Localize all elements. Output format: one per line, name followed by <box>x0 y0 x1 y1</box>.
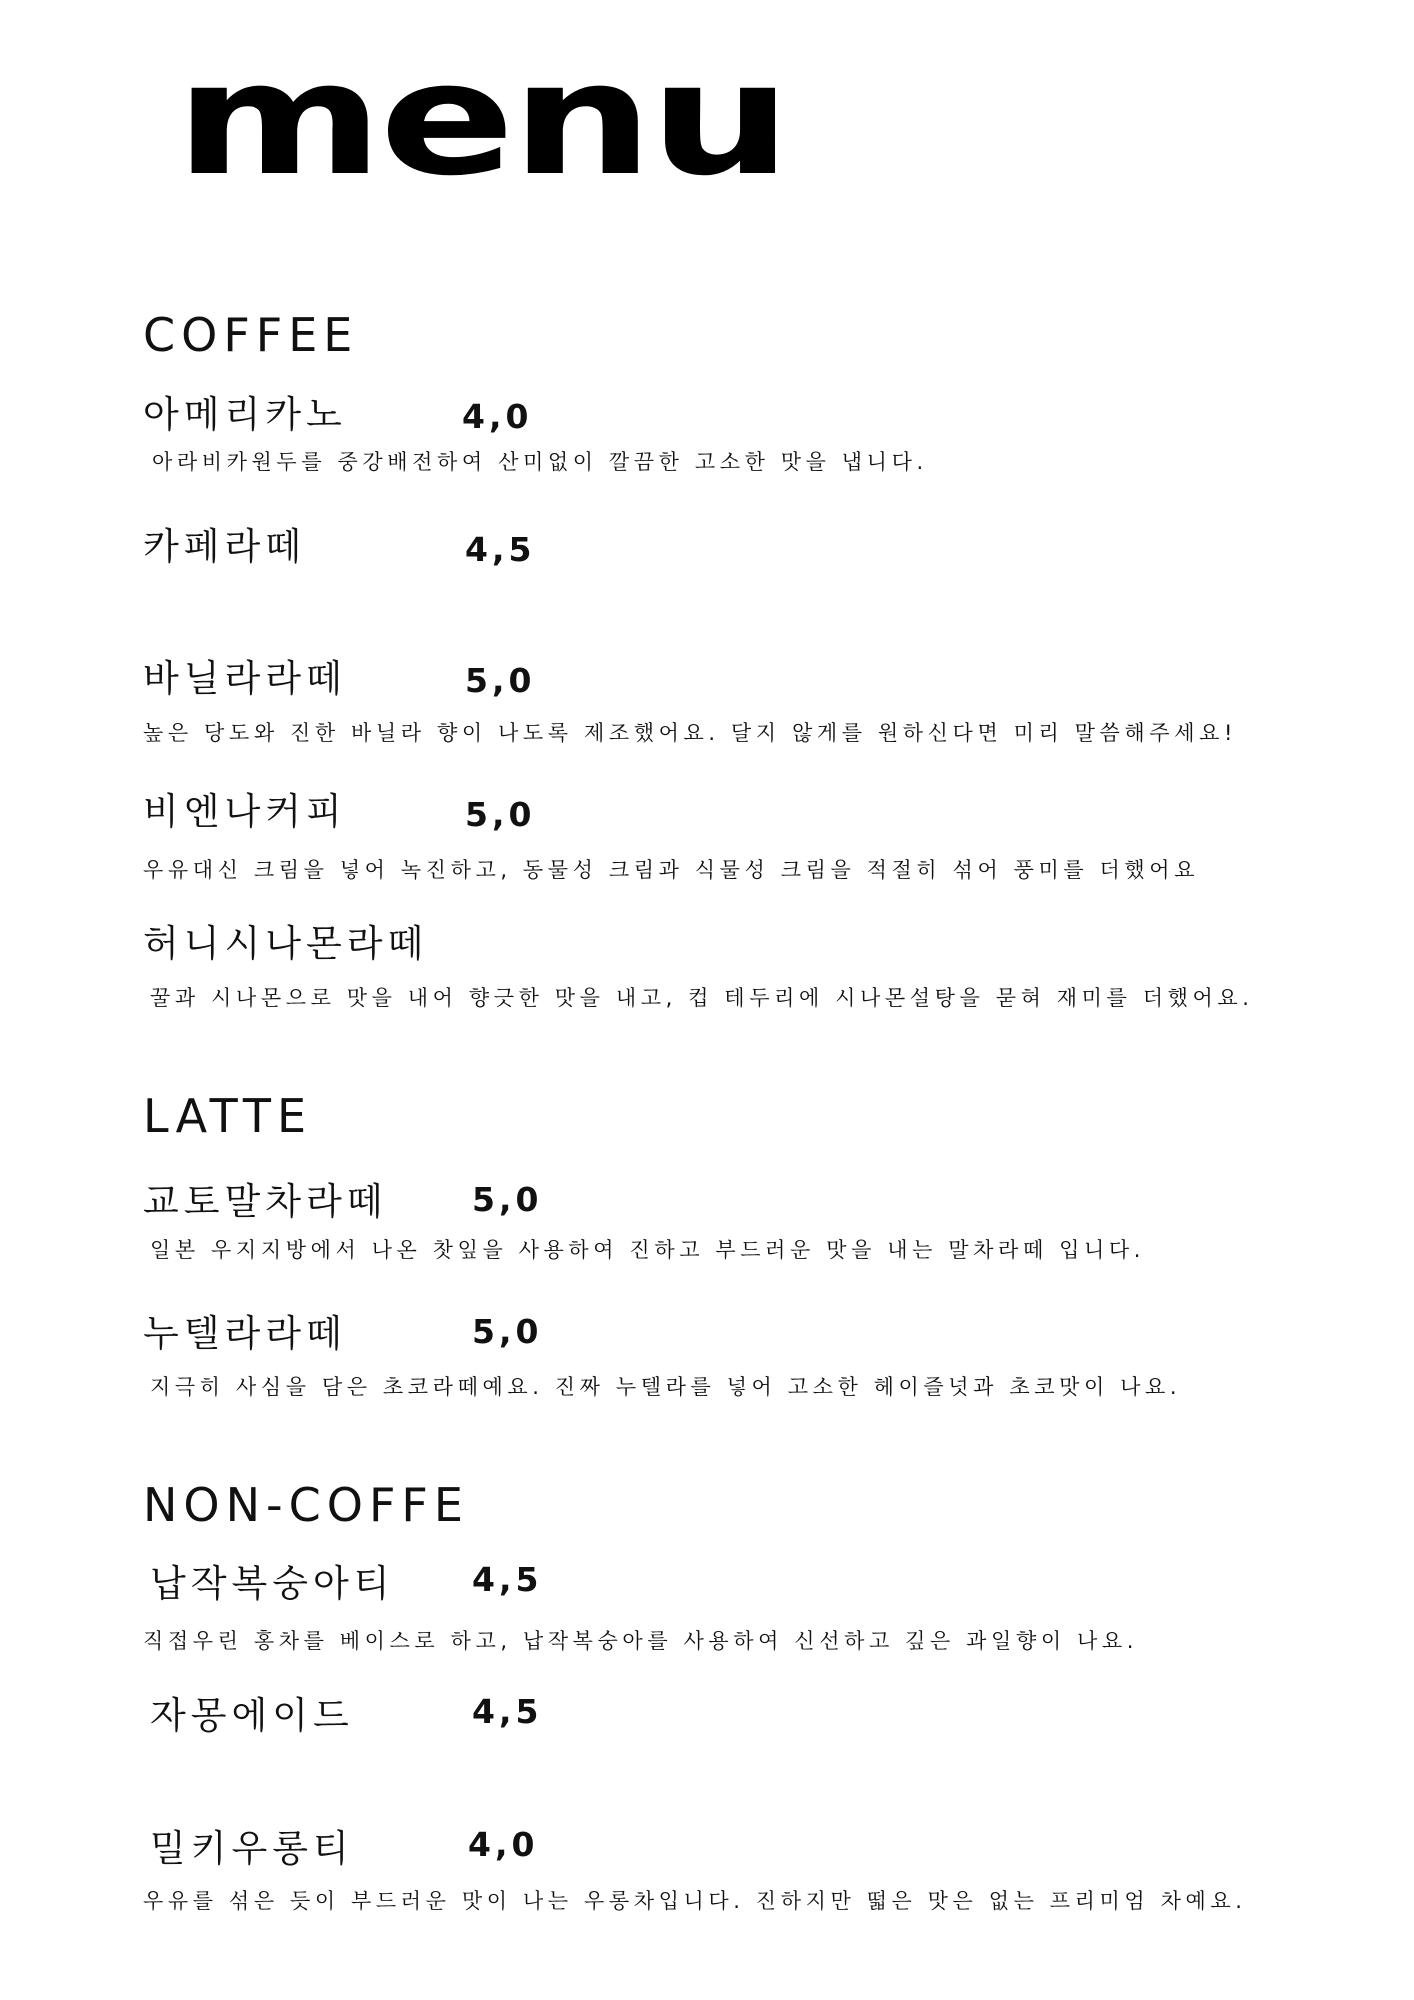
item-price-vienna-coffee: 5,0 <box>465 795 536 834</box>
item-desc-milky-oolong-tea: 우유를 섞은 듯이 부드러운 맛이 나는 우롱차입니다. 진하지만 떫은 맛은 없는 프리미엄 차예요. <box>143 1889 1247 1913</box>
item-price-kyoto-matcha-latte: 5,0 <box>472 1180 543 1219</box>
item-name-nutella-latte: 누텔라라떼 <box>143 1312 347 1355</box>
menu-title: menu <box>175 28 788 211</box>
section-heading-non-coffee: NON-COFFE <box>143 1478 469 1532</box>
item-name-kyoto-matcha-latte: 교토말차라떼 <box>143 1180 388 1223</box>
item-price-cafe-latte: 4,5 <box>465 530 536 569</box>
section-heading-latte: LATTE <box>143 1089 313 1143</box>
item-desc-vienna-coffee: 우유대신 크림을 넣어 녹진하고, 동물성 크림과 식물성 크림을 적절히 섞어 풍미를 더했어요 <box>143 858 1200 882</box>
item-name-milky-oolong-tea: 밀키우롱티 <box>150 1827 354 1870</box>
item-name-flat-peach-tea: 납작복숭아티 <box>150 1562 395 1605</box>
item-price-nutella-latte: 5,0 <box>472 1312 543 1351</box>
item-desc-kyoto-matcha-latte: 일본 우지지방에서 나온 찻잎을 사용하여 진하고 부드러운 맛을 내는 말차라떼 입니다. <box>150 1238 1146 1262</box>
item-price-milky-oolong-tea: 4,0 <box>468 1825 539 1864</box>
item-desc-vanilla-latte: 높은 당도와 진한 바닐라 향이 나도록 제조했어요. 달지 않게를 원하신다면 미리 말씀해주세요! <box>143 721 1237 745</box>
item-name-americano: 아메리카노 <box>143 393 347 436</box>
item-name-honey-cinnamon-latte: 허니시나몬라떼 <box>143 922 429 965</box>
section-heading-coffee: COFFEE <box>143 308 359 362</box>
item-desc-honey-cinnamon-latte: 꿀과 시나몬으로 맛을 내어 향긋한 맛을 내고, 컵 테두리에 시나몬설탕을 묻혀 재미를 더했어요. <box>150 986 1254 1010</box>
item-price-americano: 4,0 <box>462 397 533 436</box>
item-name-cafe-latte: 카페라떼 <box>143 525 306 568</box>
item-desc-americano: 아라비카원두를 중강배전하여 산미없이 깔끔한 고소한 맛을 냅니다. <box>152 450 928 474</box>
item-desc-flat-peach-tea: 직접우린 홍차를 베이스로 하고, 납작복숭아를 사용하여 신선하고 깊은 과일향이 나요. <box>143 1629 1139 1653</box>
item-name-vienna-coffee: 비엔나커피 <box>143 790 347 833</box>
item-name-vanilla-latte: 바닐라라떼 <box>143 657 347 700</box>
item-price-vanilla-latte: 5,0 <box>465 661 536 700</box>
item-price-flat-peach-tea: 4,5 <box>472 1560 543 1599</box>
item-price-grapefruit-ade: 4,5 <box>472 1692 543 1731</box>
item-name-grapefruit-ade: 자몽에이드 <box>150 1694 354 1737</box>
item-desc-nutella-latte: 지극히 사심을 담은 초코라떼예요. 진짜 누텔라를 넣어 고소한 헤이즐넛과 초코맛이 나요. <box>150 1375 1182 1399</box>
